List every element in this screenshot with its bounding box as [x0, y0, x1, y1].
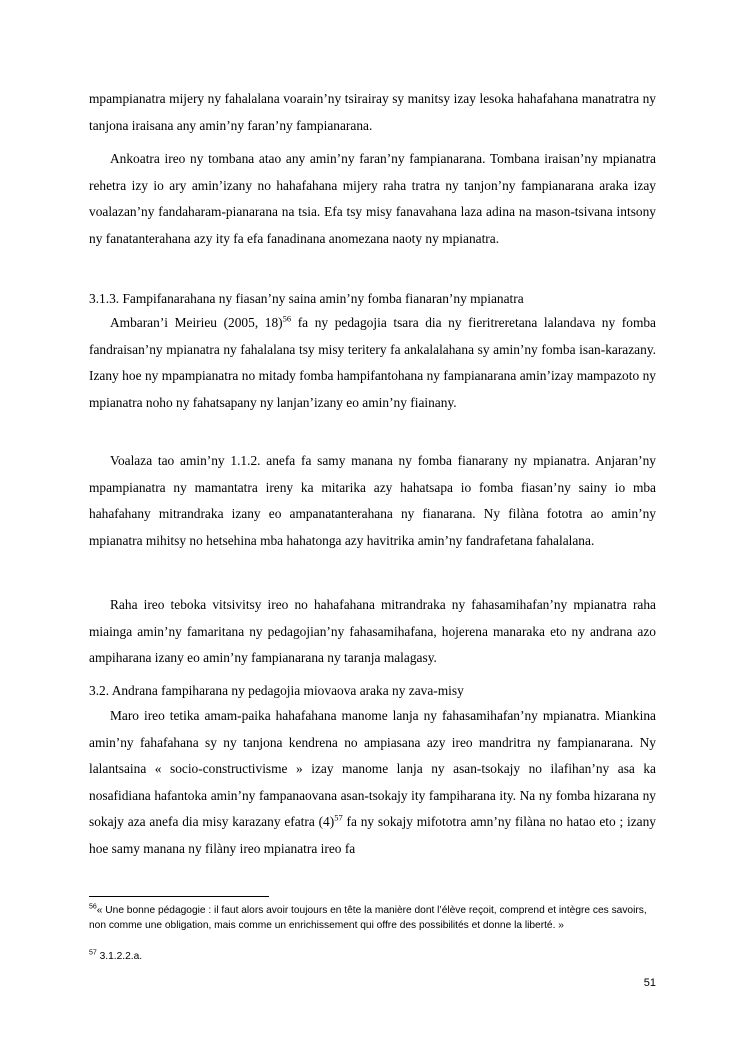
footnote-ref-57: 57	[334, 812, 343, 823]
paragraph-meirieu-start: Ambaran’i Meirieu (2005, 18)	[110, 315, 283, 330]
footnote-divider	[89, 896, 269, 897]
paragraph-group-work	[89, 703, 656, 862]
footnote-56	[89, 903, 649, 933]
footnote-56-number: 56	[89, 903, 97, 911]
paragraph-group-work-start: Maro ireo tetika amam-paika hahafahana manome lanja ny fahasamihafan’ny mpianatra. Miankina amin’ny fahafahana sy ny tanjona kendrena no ampiasana azy ireo mandritra ny fampianarana. Ny lalantsaina « socio-constructivisme » izay manome lanja ny asan-tsokajy no ilafihan’ny asa ka nosafidiana hafantoka amin’ny fampanaovana asan-tsokajy ity fampiharana ity. Na ny fomba hizarana ny sokajy aza anefa dia misy karazany efatra (4)	[89, 708, 656, 829]
paragraph-meirieu	[89, 310, 656, 416]
footnote-57-number: 57	[89, 949, 97, 957]
paragraph-meirieu-rest: fa ny pedagojia tsara dia ny fieritreretana lalandava ny fomba fandraisan’ny mpianatra ny fahalalana tsy misy teritery fa ankalalahana sy amin’ny fomba isan-karazany. Izany hoe ny mpampianatra no mitady fomba hampifantohana ny fampianarana amin’izay mampazoto ny mpianatra noho ny fahatsapany ny lanjan’izany eo amin’ny fiainany.	[89, 315, 656, 410]
paragraph-group-work-rest: fa ny sokajy mifototra amn’ny filàna no hatao eto ; izany hoe samy manana ny filàny ireo mpianatra ireo fa	[89, 814, 657, 856]
footnote-ref-56: 56	[282, 313, 292, 324]
page-number: 51	[643, 977, 656, 989]
footnote-57-text: 3.1.2.2.a.	[96, 951, 143, 962]
paragraph-final-assessment: Ankoatra ireo ny tombana atao any amin’ny faran’ny fampianarana. Tombana iraisan’ny mpianatra rehetra izy io ary amin’izany no hahafahana mijery raha tratra ny tanjon’ny fampianarana araka izay voalazan’ny fandaharam-pianarana na tsia. Efa tsy misy fanavahana laza adina na mason-tsivana intsony ny fanatanterahana azy ity fa efa fanadinana anomezana naoty ny mpianatra.	[89, 151, 656, 246]
section-heading-3-1-3: 3.1.3. Fampifanarahana ny fiasan’ny saina amin’ny fomba fianaran’ny mpianatra	[89, 291, 524, 306]
paragraph-differentiation: Raha ireo teboka vitsivitsy ireo no hahafahana mitrandraka ny fahasamihafan’ny mpianatra raha miainga amin’ny famaritana ny pedagojian’ny fahasamihafana, hojerena manaraka eto ny andrana azo ampiharana izany eo amin’ny fampianarana ny taranja malagasy.	[89, 597, 656, 665]
footnote-56-text: « Une bonne pédagogie : il faut alors avoir toujours en tête la manière dont l’élève reçoit, comprend et intègre ces savoirs, non comme une obligation, mais comme un enrichissement qui offre des possibilités et donne la liberté. »	[89, 905, 647, 932]
section-heading-3-2: 3.2. Andrana fampiharana ny pedagojia miovaova araka ny zava-misy	[89, 683, 464, 698]
footnote-57	[89, 949, 649, 964]
paragraph-learning-style: Voalaza tao amin’ny 1.1.2. anefa fa samy manana ny fomba fianarany ny mpianatra. Anjaran’ny mpampianatra ny mamantatra ireny ka mitarika azy hahatsapa io fomba fiasan’ny sainy io mba hahafahany mitrandraka izany eo ampanatanterahana ny fianarana. Ny filàna fototra ao amin’ny mpianatra mihitsy no hetsehina mba hahatonga azy havitrika amin’ny fandrafetana fahalalana.	[89, 453, 656, 548]
paragraph-continuation: mpampianatra mijery ny fahalalana voarain’ny tsirairay sy manitsy izay lesoka hahafahana manatratra ny tanjona iraisana any amin’ny faran’ny fampianarana.	[89, 91, 656, 133]
